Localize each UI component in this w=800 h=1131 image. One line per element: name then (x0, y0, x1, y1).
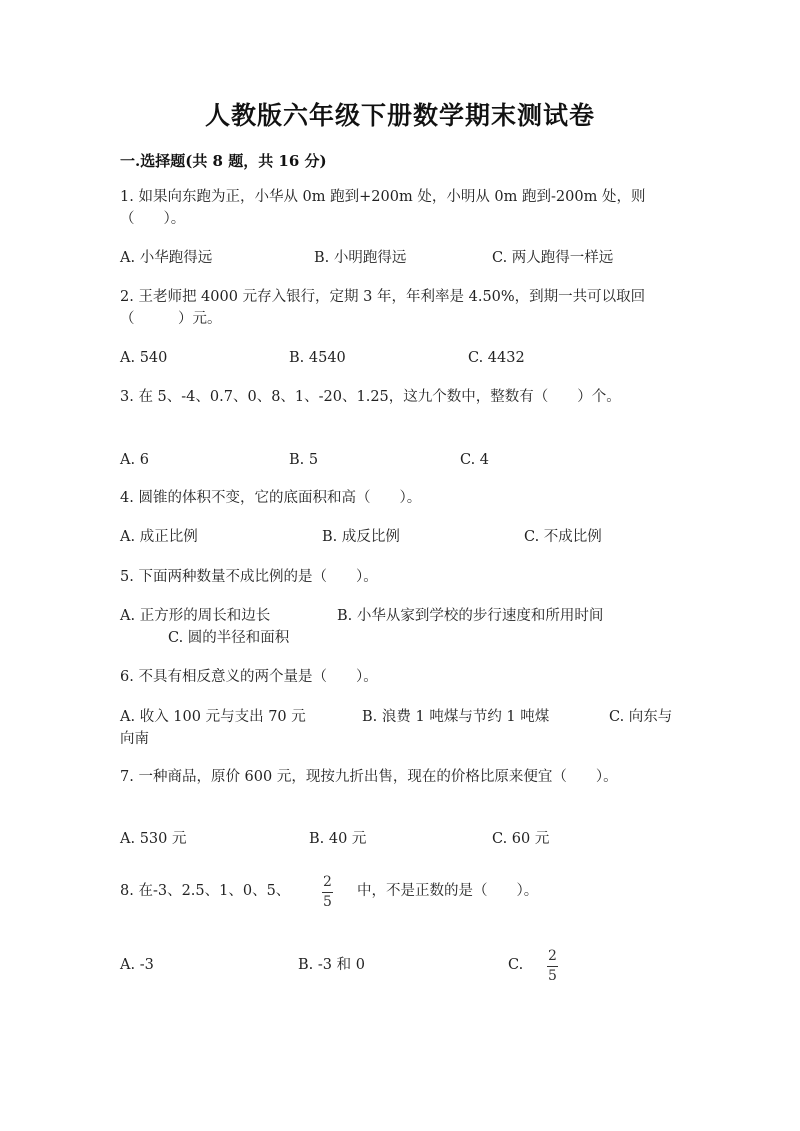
fraction-bar (547, 966, 558, 967)
q7-option-c[interactable]: C. 60 元 (492, 831, 550, 847)
question-8-text-after: 中，不是正数的是（ ）。 (357, 883, 539, 899)
q4-option-a[interactable]: A. 成正比例 (120, 529, 198, 545)
q6-option-a[interactable]: A. 收入 100 元与支出 70 元 (120, 709, 306, 725)
q8-option-c[interactable]: C. (508, 957, 524, 973)
q6-option-c[interactable]: C. 向东与 (609, 709, 673, 725)
question-6: 6. 不具有相反意义的两个量是（ ）。 (120, 669, 378, 685)
q6-option-c-continued: 向南 (120, 731, 149, 747)
question-1: 1. 如果向东跑为正，小华从 0m 跑到+200m 处，小明从 0m 跑到-200m 处，则（ ）。 (120, 189, 646, 227)
q3-option-c[interactable]: C. 4 (460, 452, 490, 468)
question-7: 7. 一种商品，原价 600 元，现按九折出售，现在的价格比原来便宜（ ）。 (120, 769, 618, 785)
q2-option-c[interactable]: C. 4432 (468, 350, 525, 366)
q6-option-b[interactable]: B. 浪费 1 吨煤与节约 1 吨煤 (362, 709, 550, 725)
q5-option-a[interactable]: A. 正方形的周长和边长 (120, 608, 271, 624)
question-3: 3. 在 5、-4、0.7、0、8、1、-20、1.25，这九个数中，整数有（ ）个。 (120, 389, 621, 405)
fraction-numerator: 2 (323, 874, 332, 890)
section-heading: 一.选择题(共 8 题，共 16 分) (120, 152, 327, 170)
question-8-text-before: 8. 在-3、2.5、1、0、5、 (120, 883, 291, 899)
q5-option-b[interactable]: B. 小华从家到学校的步行速度和所用时间 (337, 608, 604, 624)
q3-option-b[interactable]: B. 5 (289, 452, 319, 468)
q4-option-c[interactable]: C. 不成比例 (524, 529, 602, 545)
page-title: 人教版六年级下册数学期末测试卷 (204, 101, 595, 130)
q8-fraction (322, 875, 333, 909)
question-2: 2. 王老师把 4000 元存入银行，定期 3 年，年利率是 4.50%，到期一共可以取回（ ）元。 (120, 289, 646, 327)
q7-option-b[interactable]: B. 40 元 (309, 831, 367, 847)
q1-option-c[interactable]: C. 两人跑得一样远 (492, 250, 614, 266)
q2-option-b[interactable]: B. 4540 (289, 350, 346, 366)
q1-option-a[interactable]: A. 小华跑得远 (120, 250, 213, 266)
q4-option-b[interactable]: B. 成反比例 (322, 529, 400, 545)
q2-option-a[interactable]: A. 540 (120, 350, 168, 366)
q3-option-a[interactable]: A. 6 (120, 452, 149, 468)
q8-option-c-fraction (547, 949, 558, 983)
fraction-denominator: 5 (323, 894, 332, 910)
fraction-bar (322, 892, 333, 893)
question-5: 5. 下面两种数量不成比例的是（ ）。 (120, 569, 378, 585)
q7-option-a[interactable]: A. 530 元 (120, 831, 187, 847)
fraction-numerator: 2 (548, 948, 557, 964)
q1-option-b[interactable]: B. 小明跑得远 (314, 250, 407, 266)
fraction-denominator: 5 (548, 968, 557, 984)
q8-option-b[interactable]: B. -3 和 0 (298, 957, 365, 973)
q5-option-c[interactable]: C. 圆的半径和面积 (168, 630, 290, 646)
q8-option-a[interactable]: A. -3 (120, 957, 154, 973)
question-4: 4. 圆锥的体积不变，它的底面积和高（ ）。 (120, 490, 422, 506)
